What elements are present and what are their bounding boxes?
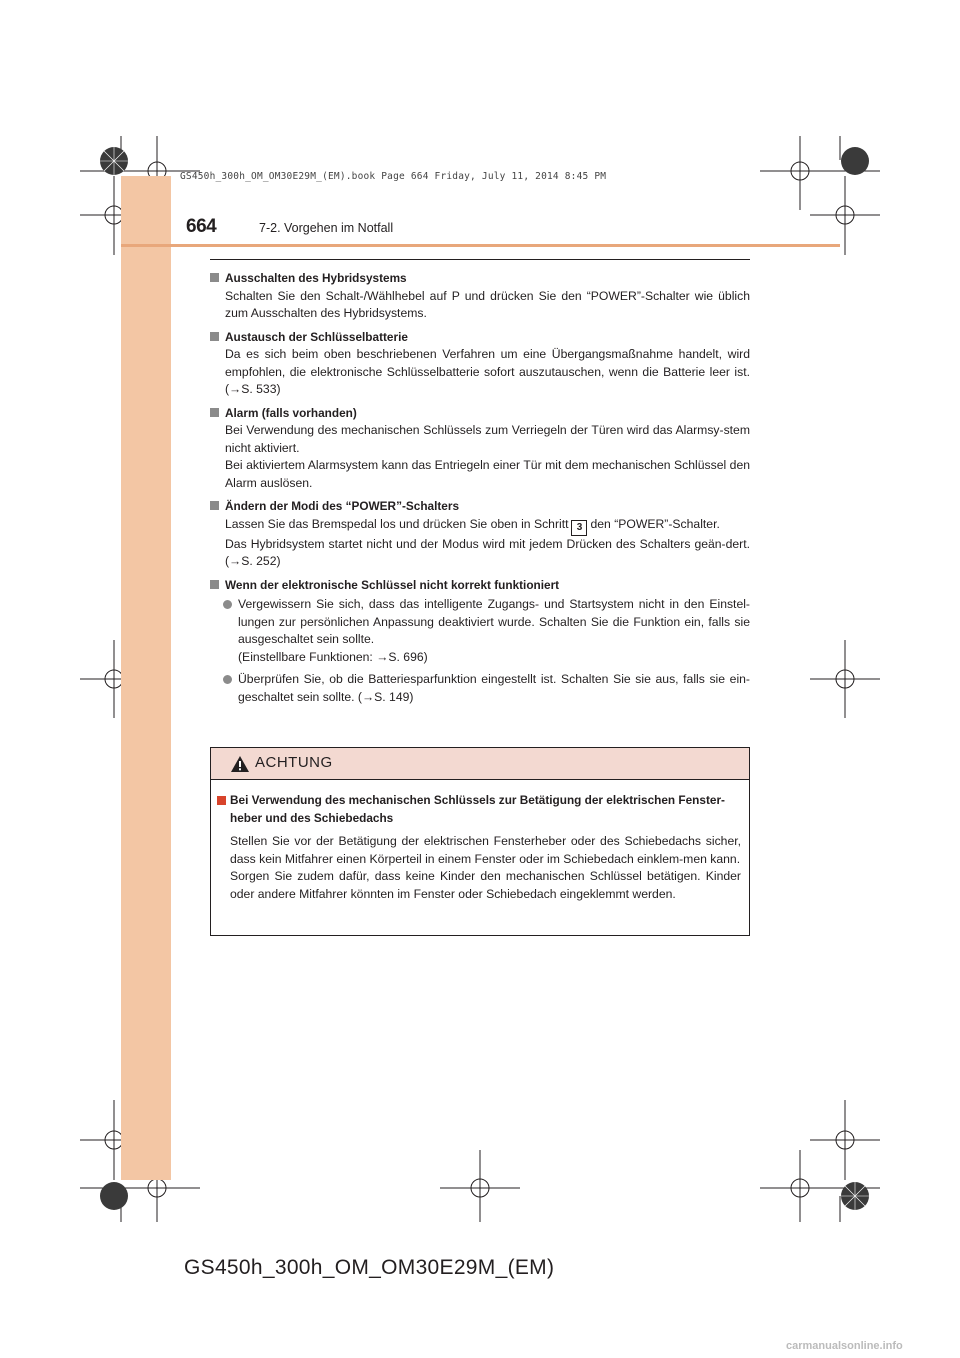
sub-item-text: Überprüfen Sie, ob die Batteriesparfunktion eingestellt ist. Schalten Sie sie aus, falls sie ein-geschaltet sein sollte. (→S. 149) [238,672,750,704]
item-text: den “POWER”-Schalter. [590,516,720,531]
square-bullet-icon [210,273,219,282]
warning-text: Sorgen Sie zudem dafür, dass keine Kinder den mechanischen Schlüssel betätigen. Kinder oder andere Mitfahrer könnten im Fenster oder Schiebedach eingeklemmt werden. [230,869,741,901]
round-bullet-icon [223,600,232,609]
item-text: Bei aktiviertem Alarmsystem kann das Entriegeln einer Tür mit dem mechanischen Schlüssel den Alarm auslösen. [225,458,750,490]
item-title: Wenn der elektronische Schlüssel nicht korrekt funktioniert [225,577,560,592]
square-bullet-icon [210,580,219,589]
warning-header [211,748,749,780]
sub-item [210,596,750,666]
item-power-modes [210,498,750,571]
page-number: 664 [186,216,217,237]
item-title: Ändern der Modi des “POWER”-Schalters [225,499,460,513]
item-key-battery [210,329,750,399]
header-rule [121,244,840,247]
item-text: Da es sich beim oben beschriebenen Verfahren um eine Übergangsmaßnahme handelt, wird empfohlen, die elektronische Schlüsselbatterie sofort auszutauschen, wenn die Batterie leer ist. (→S. 533) [225,347,750,396]
step-number-badge: 3 [571,520,587,536]
footer-code: GS450h_300h_OM_OM30E29M_(EM) [184,1256,555,1279]
warning-label: ACHTUNG [255,754,333,771]
square-bullet-icon [210,408,219,417]
item-title: Austausch der Schlüsselbatterie [225,329,408,344]
sub-item-text: Vergewissern Sie sich, dass das intelligente Zugangs- und Startsystem nicht in den Einstel-lungen zur persönlichen Anpassung deaktiviert wurde. Schalten Sie die Funktion ein, falls sie ausgeschaltet sein sollte. [238,597,750,646]
item-text: Das Hybridsystem startet nicht und der Modus wird mit jedem Drücken des Schalters geän-dert. (→S. 252) [225,536,750,568]
item-title: Alarm (falls vorhanden) [225,405,357,420]
main-content [210,270,750,712]
sub-item [210,671,750,706]
item-alarm [210,405,750,493]
book-stamp: GS450h_300h_OM_OM30E29M_(EM).book Page 664 Friday, July 11, 2014 8:45 PM [180,171,607,182]
round-bullet-icon [223,675,232,684]
section-title: 7-2. Vorgehen im Notfall [259,221,394,235]
chapter-tab-bar [121,176,171,1180]
item-text: Lassen Sie das Bremspedal los und drücken Sie oben in Schritt [225,516,569,531]
square-bullet-icon [217,796,226,805]
sub-item-ref: (Einstellbare Funktionen: →S. 696) [238,649,428,664]
square-bullet-icon [210,501,219,510]
item-text: Schalten Sie den Schalt-/Wählhebel auf P und drücken Sie den “POWER”-Schalter wie üblich zum Ausschalten des Hybridsystems. [225,288,750,320]
content-rule [210,259,750,260]
warning-title: Bei Verwendung des mechanischen Schlüssels zur Betätigung der elektrischen Fenster-heber und des Schiebedachs [230,793,725,825]
warning-triangle-icon [231,756,249,772]
warning-box [210,747,750,936]
item-key-malfunction [210,577,750,707]
watermark: carmanualsonline.info [786,1340,903,1352]
item-title: Ausschalten des Hybridsystems [225,271,407,285]
item-text: Bei Verwendung des mechanischen Schlüssels zum Verriegeln der Türen wird das Alarmsy-stem nicht aktiviert. [225,423,750,455]
item-hybrid-off [210,270,750,323]
warning-text: Stellen Sie vor der Betätigung der elektrischen Fensterheber oder des Schiebedachs sicher, dass kein Mitfahrer einen Körperteil in einem Fenster oder im Schiebedach einklem-men kann. [230,834,741,866]
square-bullet-icon [210,332,219,341]
